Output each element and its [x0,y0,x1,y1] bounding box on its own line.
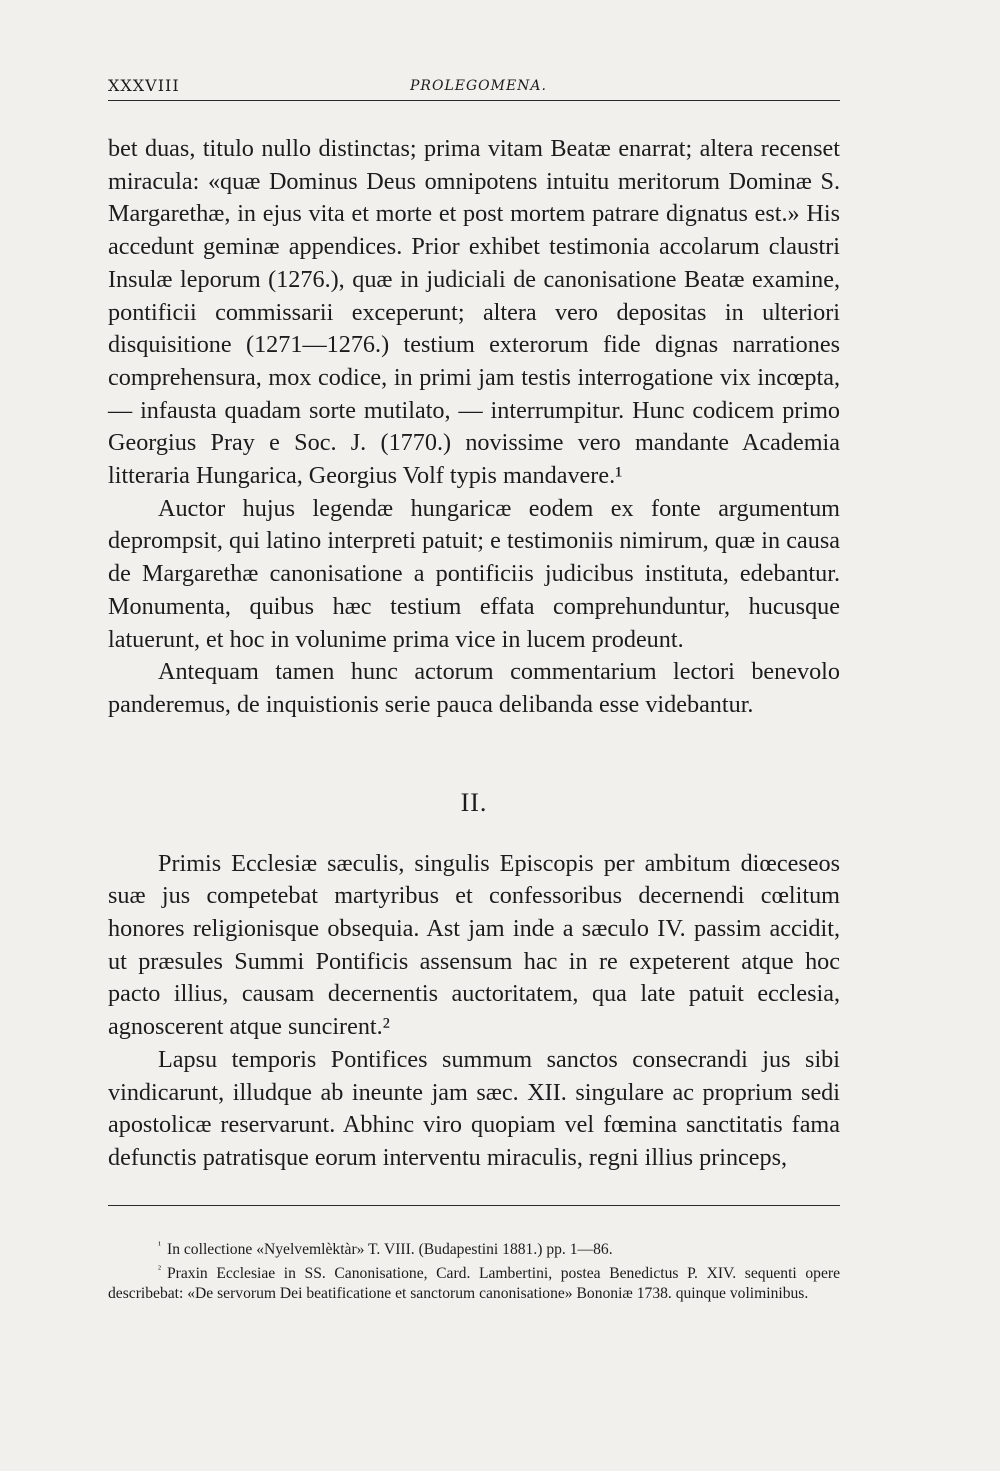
paragraph: Antequam tamen hunc actorum commentarium lectori benevolo panderemus, de inquistionis serie pauca delibanda esse videbantur. [108,658,840,718]
running-head [108,72,840,101]
paragraph: Auctor hujus legendæ hungaricæ eodem ex fonte argumentum deprompsit, qui latino interpreti patuit; e testimoniis nimirum, quæ in causa de Margarethæ canonisatione a pontificiis judicibus instituta, edebantur. Monumenta, quibus hæc testium effata comprehunduntur, hucusque latuerunt, et hoc in volunime prima vice in lucem prodeunt. [108,494,840,653]
footnotes [108,1236,840,1304]
book-page [108,72,840,1452]
footnote [108,1260,840,1304]
footnote-divider [108,1205,840,1206]
footnote-mark: ¹ [158,1239,161,1251]
page-number: XXXVIII [108,76,180,95]
section-heading: II. [460,787,488,817]
paragraph: Lapsu temporis Pontifices summum sanctos consecrandi jus sibi vindicarunt, illudque ab ineunte jam sæc. XII. singulare ac proprium sedi apostolicæ reservarunt. Abhinc viro quopiam vel fœmina sanctitatis fama defunctis patratisque eorum interventu miraculis, regni illius princeps, [108,1045,840,1171]
footnote [108,1236,840,1260]
running-title: PROLEGOMENA. [410,78,547,94]
footnote-text: In collectione «Nyelvemlèktàr» T. VIII. (Budapestini 1881.) pp. 1—86. [167,1240,613,1258]
section-two-text [108,848,840,1175]
footnote-text: Praxin Ecclesiae in SS. Canonisatione, Card. Lambertini, postea Benedictus P. XIV. sequenti opere describebat: «De servorum Dei beatificatione et sanctorum canonisatione» Bononiæ 1738. quinque voliminibus. [108,1265,840,1303]
paragraph: bet duas, titulo nullo distinctas; prima vitam Beatæ enarrat; altera recenset miracula: «quæ Dominus Deus omnipotens intuitu meritorum Dominæ S. Margarethæ, in ejus vita et morte et post mortem patrare dignatus est.» His accedunt geminæ appendices. Prior exhibet testimonia accolarum claustri Insulæ leporum (1276.), quæ in judiciali de canonisatione Beatæ examine, pontificii commissarii exceperunt; altera vero depositas in ulteriori disquisitione (1271—1276.) testium exterorum fide dignas narrationes comprehensura, mox codice, in primi jam testis interrogatione vix incœpta, — infausta quadam sorte mutilato, — interrumpitur. Hunc codicem primo Georgius Pray e Soc. J. (1770.) novissime vero mandante Academia litteraria Hungarica, Georgius Volf typis mandavere.¹ [108,135,840,490]
footnote-mark: ² [158,1263,161,1275]
paragraph: Primis Ecclesiæ sæculis, singulis Episcopis per ambitum diœceseos suæ jus competebat martyribus et confessoribus decernendi cœlitum honores religionisque obsequia. Ast jam inde a sæculo IV. passim accidit, ut præsules Summi Pontificis assensum hac in re expeterent atque hoc pacto illius, causam decernentis auctoritatem, qua late patuit ecclesia, agnoscerent atque suncirent.² [108,849,840,1041]
section-one-text [108,133,840,722]
